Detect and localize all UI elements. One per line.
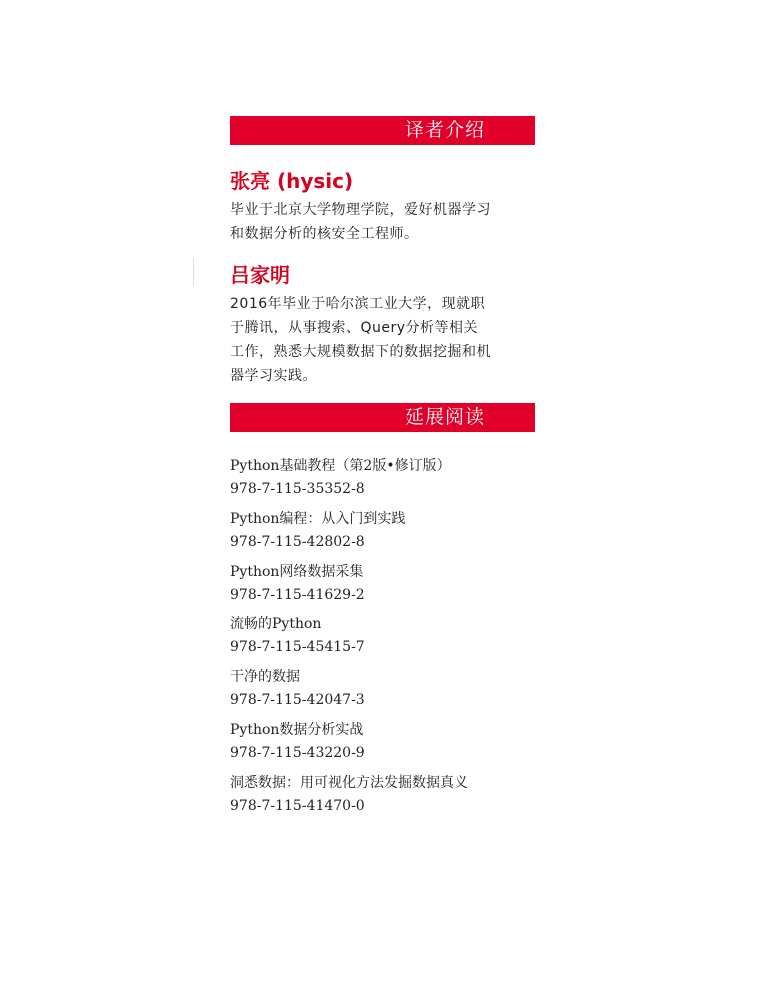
book-isbn: 978-7-115-41470-0 [230, 797, 365, 814]
book-item [230, 772, 535, 825]
book-item [230, 666, 535, 719]
book-item [230, 561, 535, 614]
translators-section-header: 译者介绍 [230, 116, 535, 145]
book-title: Python数据分析实战 [230, 721, 364, 738]
translator-entry [230, 262, 535, 388]
book-isbn: 978-7-115-35352-8 [230, 481, 365, 497]
book-item [230, 508, 535, 561]
book-isbn: 978-7-115-41629-2 [230, 586, 365, 603]
book-isbn: 978-7-115-42047-3 [230, 692, 365, 709]
book-item [230, 719, 535, 772]
translator-name: 吕家明 [230, 263, 290, 287]
book-item [230, 613, 535, 666]
further-reading-section-header: 延展阅读 [230, 403, 535, 432]
book-title: Python基础教程（第2版•修订版） [230, 458, 451, 474]
book-isbn: 978-7-115-45415-7 [230, 639, 365, 656]
further-reading-list [230, 455, 535, 825]
book-title: 流畅的Python [230, 616, 322, 633]
translator-entry [230, 168, 535, 246]
book-isbn: 978-7-115-42802-8 [230, 533, 365, 550]
book-title: 干净的数据 [230, 669, 300, 686]
translator-bio: 2016年毕业于哈尔滨工业大学，现就职于腾讯，从事搜索、Query分析等相关工作，熟悉大规模数据下的数据挖掘和机器学习实践。 [230, 296, 491, 384]
page-edge-mark [193, 258, 194, 286]
book-title: 洞悉数据：用可视化方法发掘数据真义 [230, 774, 468, 791]
translator-bio: 毕业于北京大学物理学院，爱好机器学习和数据分析的核安全工程师。 [230, 202, 491, 242]
translator-name: 张亮 (hysic) [230, 169, 354, 193]
book-item [230, 455, 535, 508]
book-title: Python编程：从入门到实践 [230, 510, 406, 527]
book-title: Python网络数据采集 [230, 563, 364, 580]
book-isbn: 978-7-115-43220-9 [230, 744, 365, 761]
